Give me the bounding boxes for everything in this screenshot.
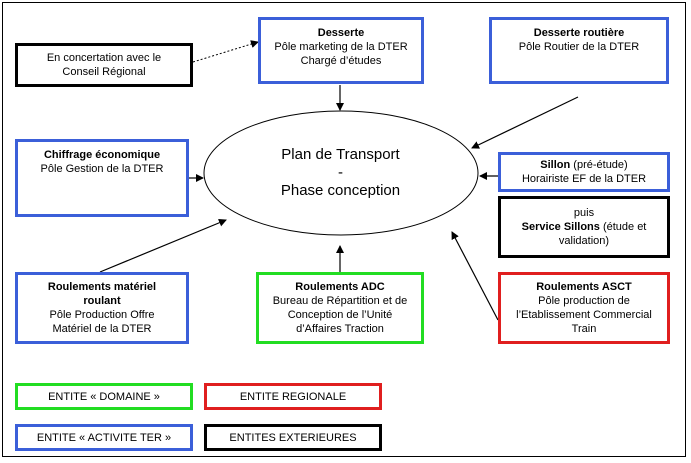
desserte-title: Desserte	[317, 27, 365, 39]
service-sillons-suffix: (étude et validation)	[558, 221, 647, 247]
arrow-concertation-to-desserte	[193, 42, 258, 62]
roulements-asct-line3: Train	[571, 323, 597, 335]
roulements-asct-line1: Pôle production de	[538, 295, 630, 307]
desserte-routiere-title: Desserte routière	[533, 27, 625, 39]
roulements-adc-line2: Conception de l’Unité	[287, 309, 393, 321]
service-sillons-title: Service Sillons	[521, 221, 600, 233]
roulements-materiel-line2: Matériel de la DTER	[52, 323, 152, 335]
desserte-line1: Pôle marketing de la DTER	[274, 41, 408, 53]
service-sillons-prefix: puis	[573, 207, 595, 219]
roulements-adc-line3: d’Affaires Traction	[296, 323, 384, 335]
box-desserte-routiere	[489, 17, 669, 84]
legend-activite	[15, 424, 193, 451]
roulements-materiel-title-1: Roulements matériel	[47, 281, 157, 293]
legend-domaine	[15, 383, 193, 410]
roulements-adc-title: Roulements ADC	[295, 281, 385, 293]
box-concertation	[15, 43, 193, 87]
box-roulements-adc	[256, 272, 424, 344]
roulements-asct-title: Roulements ASCT	[536, 281, 632, 293]
chiffrage-line1: Pôle Gestion de la DTER	[40, 163, 164, 175]
central-label-line1: Plan de Transport	[281, 146, 400, 163]
legend-exterieures	[204, 424, 382, 451]
sillon-title-suffix: (pré-étude)	[570, 159, 628, 171]
legend-activite-label: ENTITE « ACTIVITE TER »	[36, 431, 172, 444]
central-label-line3: Phase conception	[280, 182, 401, 199]
sillon-line1: Horairiste EF de la DTER	[521, 173, 647, 185]
roulements-asct-line2: l’Etablissement Commercial	[516, 309, 652, 321]
box-service-sillons	[498, 196, 670, 258]
legend-domaine-label: ENTITE « DOMAINE »	[48, 390, 160, 403]
roulements-materiel-line1: Pôle Production Offre	[49, 309, 155, 321]
sillon-title: Sillon	[540, 159, 571, 171]
desserte-routiere-line1: Pôle Routier de la DTER	[518, 41, 640, 53]
box-chiffrage	[15, 139, 189, 217]
chiffrage-title: Chiffrage économique	[43, 149, 161, 161]
arrow-desserte-routiere	[472, 97, 578, 148]
box-desserte	[258, 17, 424, 84]
box-roulements-materiel	[15, 272, 189, 344]
service-sillons-row	[509, 220, 659, 248]
arrow-roulements-asct	[452, 232, 498, 320]
legend-regionale	[204, 383, 382, 410]
box-sillon	[498, 152, 670, 192]
arrow-roulements-materiel	[100, 220, 226, 272]
roulements-adc-line1: Bureau de Répartition et de	[272, 295, 408, 307]
central-label	[268, 146, 413, 200]
sillon-title-row	[540, 158, 627, 172]
legend-regionale-label: ENTITE REGIONALE	[239, 390, 347, 403]
central-label-line2: -	[338, 164, 343, 181]
box-roulements-asct	[498, 272, 670, 344]
legend-exterieures-label: ENTITES EXTERIEURES	[229, 431, 357, 444]
desserte-line2: Chargé d’études	[300, 55, 382, 67]
concertation-text: En concertation avec le Conseil Régional	[46, 52, 162, 78]
roulements-materiel-title-2: roulant	[83, 295, 121, 307]
